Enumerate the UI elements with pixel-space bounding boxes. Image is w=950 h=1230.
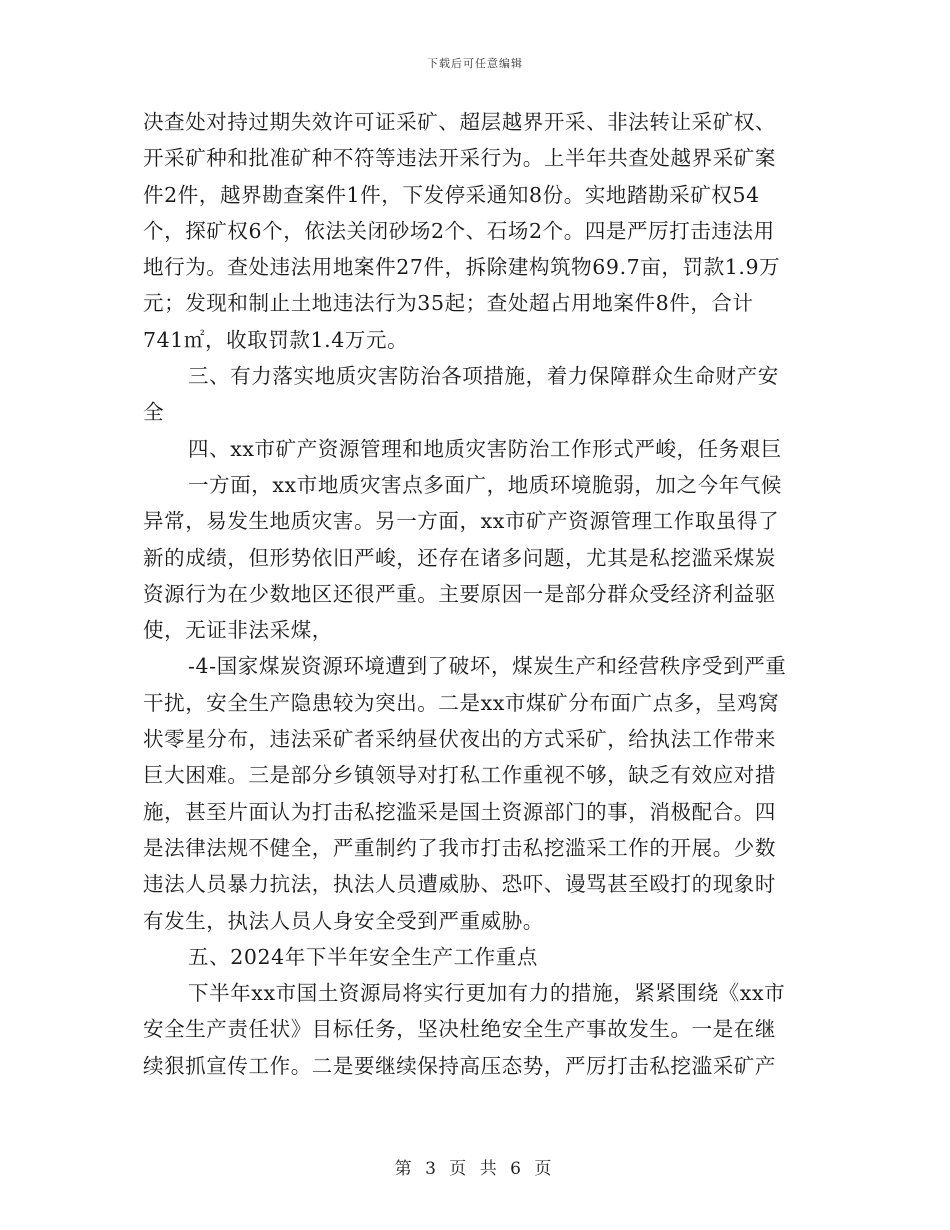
document-body <box>143 104 805 1084</box>
text-line: 下半年xx市国土资源局将实行更加有力的措施，紧紧围绕《xx市 <box>188 981 786 1006</box>
text-line: 是法律法规不健全，严重制约了我市打击私挖滥采工作的开展。少数 <box>143 835 776 860</box>
text-line: 元；发现和制止土地违法行为35起；查处超占用地案件8件，合计 <box>143 291 754 316</box>
text-line: 新的成绩，但形势依旧严峻，还存在诸多问题，尤其是私挖滥采煤炭 <box>143 545 776 570</box>
text-line: 决查处对持过期失效许可证采矿、超层越界开采、非法转让采矿权、 <box>143 110 776 134</box>
text-line: 个，探矿权6个，依法关闭砂场2个、石场2个。四是严厉打击违法用 <box>143 218 775 243</box>
text-line: 巨大困难。三是部分乡镇领导对打私工作重视不够，缺乏有效应对措 <box>143 763 776 788</box>
page-header: 下载后可任意编辑 <box>427 57 523 70</box>
text-line: 一方面，xx市地质灾害点多面广，地质环境脆弱，加之今年气候 <box>188 472 783 497</box>
text-line: 续狠抓宣传工作。二是要继续保持高压态势，严厉打击私挖滥采矿产 <box>143 1053 776 1078</box>
text-line: 安全生产责任状》目标任务，坚决杜绝安全生产事故发生。一是在继 <box>143 1017 776 1042</box>
text-line: 异常，易发生地质灾害。另一方面，xx市矿产资源管理工作取虽得了 <box>143 509 780 534</box>
text-line: 状零星分布，违法采矿者采纳昼伏夜出的方式采矿，给执法工作带来 <box>143 727 776 752</box>
text-line: 四、xx市矿产资源管理和地质灾害防治工作形式严峻，任务艰巨 <box>188 436 783 461</box>
text-line: -4-国家煤炭资源环境遭到了破坏，煤炭生产和经营秩序受到严重 <box>188 654 787 679</box>
text-line: 资源行为在少数地区还很严重。主要原因一是部分群众受经济利益驱 <box>143 581 776 606</box>
text-line: 地行为。查处违法用地案件27件，拆除建构筑物69.7亩，罚款1.9万 <box>143 255 781 280</box>
page-footer: 第 3 页 共 6 页 <box>394 1159 556 1179</box>
text-line: 三、有力落实地质灾害防治各项措施，着力保障群众生命财产安 <box>188 364 779 389</box>
text-line: 741㎡，收取罚款1.4万元。 <box>143 327 409 352</box>
text-line: 干扰，安全生产隐患较为突出。二是xx市煤矿分布面广点多，呈鸡窝 <box>143 690 780 715</box>
text-line: 违法人员暴力抗法，执法人员遭威胁、恐吓、谩骂甚至殴打的现象时 <box>143 872 776 897</box>
text-line: 开采矿种和批准矿种不符等违法开采行为。上半年共查处越界采矿案 <box>143 146 776 171</box>
text-line: 全 <box>143 400 165 425</box>
text-line: 五、2024年下半年安全生产工作重点 <box>188 944 538 969</box>
text-line: 有发生，执法人员人身安全受到严重威胁。 <box>143 908 544 933</box>
text-line: 施，甚至片面认为打击私挖滥采是国土资源部门的事，消极配合。四 <box>143 799 776 824</box>
text-line: 件2件，越界勘查案件1件，下发停采通知8份。实地踏勘采矿权54 <box>143 182 760 207</box>
text-line: 使，无证非法采煤， <box>143 618 333 643</box>
